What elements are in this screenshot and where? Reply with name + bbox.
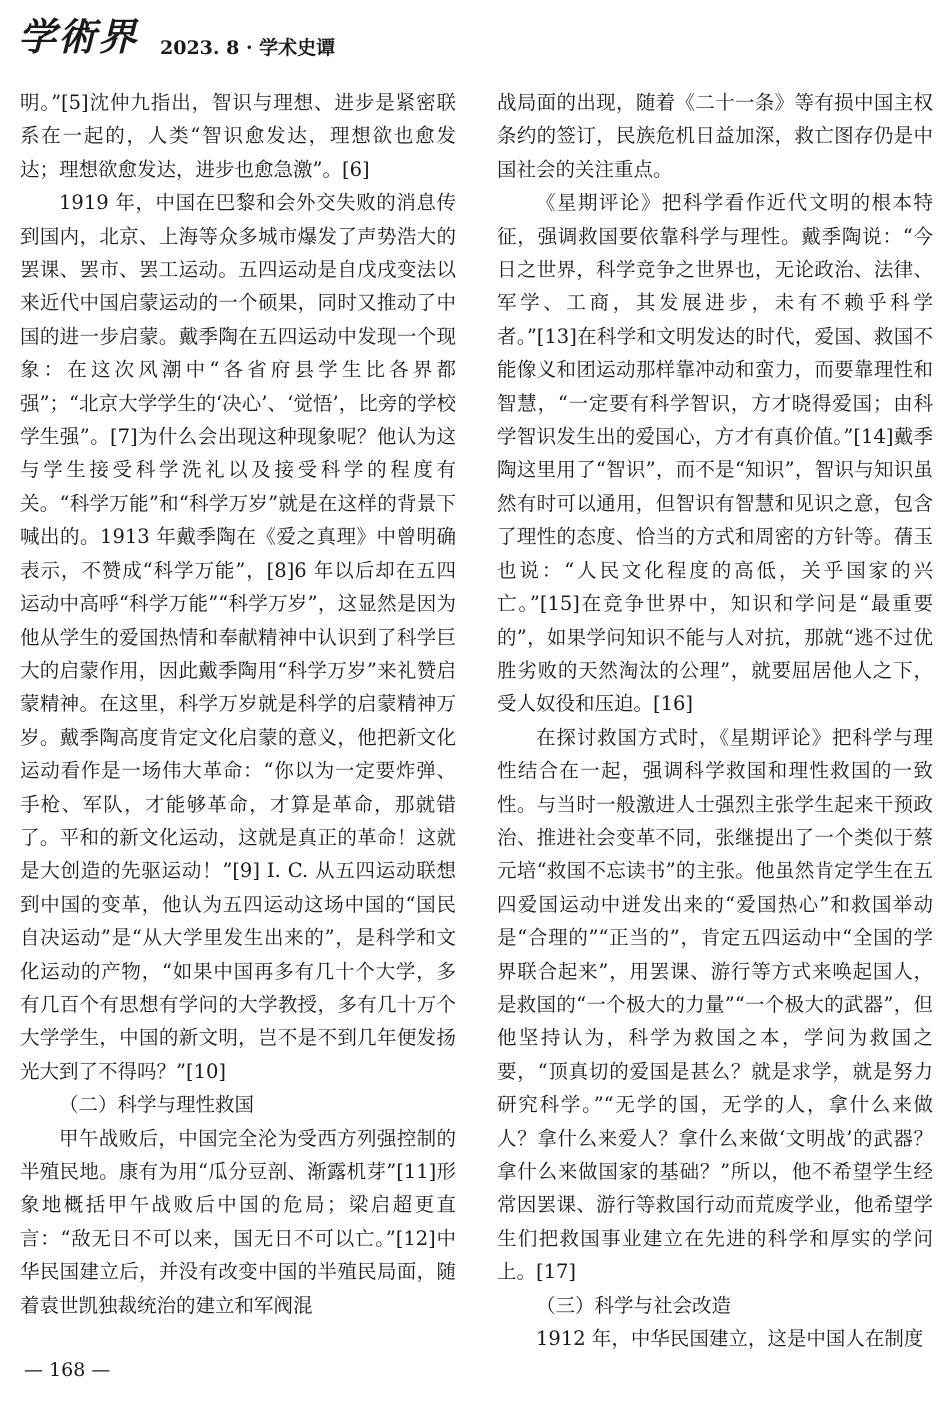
paragraph: 1919 年，中国在巴黎和会外交失败的消息传到国内，北京、上海等众多城市爆发了声势浩大的罢课、罢市、罢工运动。五四运动是自戊戌变法以来近代中国启蒙运动的一个硕果，同时又推动了中国的进一步启蒙。戴季陶在五四运动中发现一个现象：在这次风潮中“各省府县学生比各界都强”；“北京大学学生的‘决心’、‘觉悟’，比旁的学校学生强”。[7]为什么会出现这种现象呢？他认为这与学生接受科学洗礼以及接受科学的程度有关。“科学万能”和“科学万岁”就是在这样的背景下喊出的。1913 年戴季陶在《爱之真理》中曾明确表示，不赞成“科学万能”，[8]6 年以后却在五四运动中高呼“科学万能”“科学万岁”，这显然是因为他从学生的爱国热情和奉献精神中认识到了科学巨大的启蒙作用，因此戴季陶用“科学万岁”来礼赞启蒙精神。在这里，科学万岁就是科学的启蒙精神万岁。戴季陶高度肯定文化启蒙的意义，他把新文化运动看作是一场伟大革命：“你以为一定要炸弹、手枪、军队，才能够革命，才算是革命，那就错了。平和的新文化运动，这就是真正的革命！这就是大创造的先驱运动！”[9] I. C. 从五四运动联想到中国的变革，他认为五四运动这场中国的“国民自决运动”是“从大学里发生出来的”，是科学和文化运动的产物，“如果中国再多有几十个大学，多有几百个有思想有学问的大学教授，多有几十万个大学学生，中国的新文明，岂不是不到几年便发扬光大到了不得吗？”[10]: [20, 191, 456, 1083]
paragraph: 1912 年，中华民国建立，这是中国人在制度: [536, 1327, 924, 1351]
page-header: [18, 14, 933, 64]
page-number: — 168 —: [24, 1359, 111, 1381]
paragraph: 在探讨救国方式时，《星期评论》把科学与理性结合在一起，强调科学救国和理性救国的一致性。与当时一般激进人士强烈主张学生起来干预政治、推进社会变革不同，张继提出了一个类似于蔡元培“救国不忘读书”的主张。他虽然肯定学生在五四爱国运动中迸发出来的“爱国热心”和救国举动是“合理的”“正当的”，肯定五四运动中“全国的学界联合起来”，用罢课、游行等方式来唤起国人，是救国的“一个极大的力量”“一个极大的武器”，但他坚持认为，科学为救国之本，学问为救国之要，“顶真切的爱国是甚么？就是求学，就是努力研究科学。”“无学的国，无学的人，拿什么来做人？拿什么来爱人？拿什么来做‘文明战’的武器？拿什么来做国家的基础？”所以，他不希望学生经常因罢课、游行等救国行动而荒废学业，他希望学生们把救国事业建立在先进的科学和厚实的学问上。[17]: [497, 725, 933, 1284]
section-heading: （三）科学与社会改造: [536, 1293, 732, 1317]
paragraph: 《星期评论》把科学看作近代文明的根本特征，强调救国要依靠科学与理性。戴季陶说：“今日之世界，科学竞争之世界也，无论政治、法律、军学、工商，其发展进步，未有不赖乎科学者。”[13]在科学和文明发达的时代，爱国、救国不能像义和团运动那样靠冲动和蛮力，而要靠理性和智慧，“一定要有科学智识，方才晓得爱国；由科学智识发生出的爱国心，方才有真价值。”[14]戴季陶这里用了“智识”，而不是“知识”，智识与知识虽然有时可以通用，但智识有智慧和见识之意，包含了理性的态度、恰当的方式和周密的方针等。蒨玉也说：“人民文化程度的高低，关乎国家的兴亡。”[15]在竞争世界中，知识和学问是“最重要的”，如果学问知识不能与人对抗，那就“逃不过优胜劣败的天然淘汰的公理”，就要屈居他人之下，受人奴役和压迫。[16]: [497, 191, 933, 716]
right-column: [497, 86, 933, 1366]
paragraph: 甲午战败后，中国完全沦为受西方列强控制的半殖民地。康有为用“瓜分豆剖、渐露机芽”[11]形象地概括甲午战败后中国的危局；梁启超更直言：“敌无日不可以来，国无日不可以亡。”[12]中华民国建立后，并没有改变中国的半殖民局面，随着袁世凯独裁统治的建立和军阀混: [20, 1126, 456, 1317]
journal-logo: 学術界: [18, 14, 139, 59]
issue-label: 2023. 8 · 学术史谭: [160, 37, 336, 59]
paragraph: 战局面的出现，随着《二十一条》等有损中国主权条约的签订，民族危机日益加深，救亡图存仍是中国社会的关注重点。: [497, 91, 933, 181]
left-column: [20, 86, 456, 1356]
section-heading: （二）科学与理性救国: [59, 1093, 255, 1117]
paragraph: 明。”[5]沈仲九指出，智识与理想、进步是紧密联系在一起的，人类“智识愈发达，理想欲也愈发达；理想欲愈发达，进步也愈急激”。[6]: [20, 91, 456, 181]
